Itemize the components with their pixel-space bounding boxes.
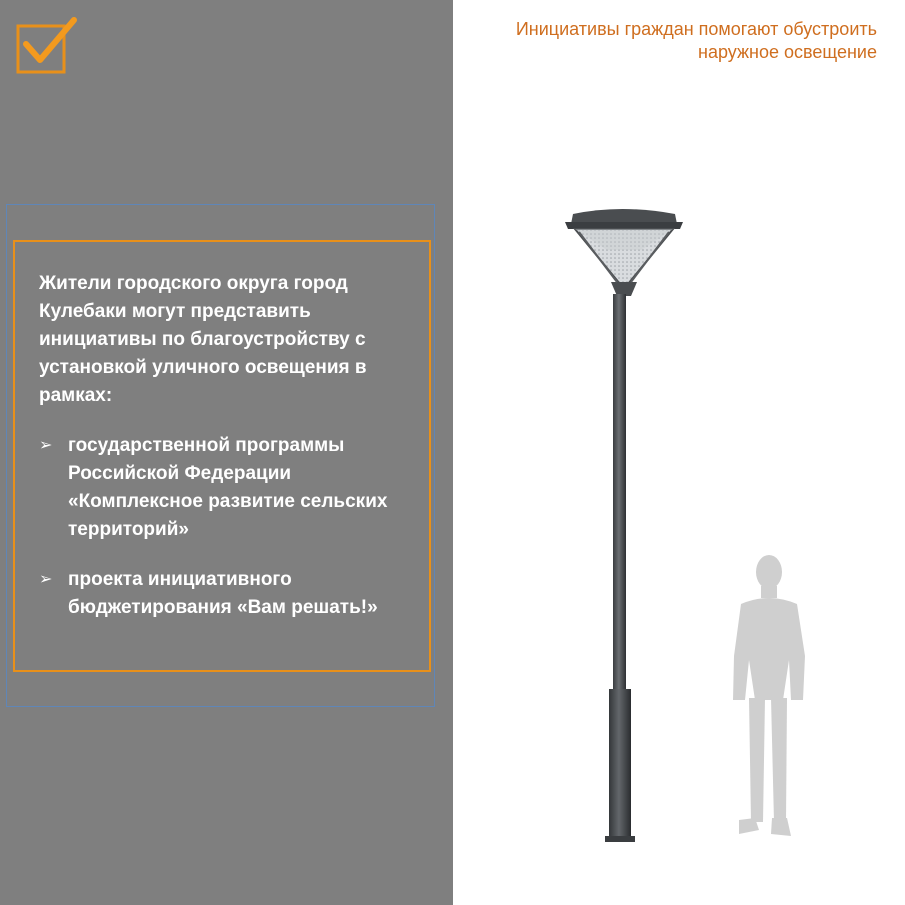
checkmark-icon xyxy=(14,16,78,76)
bullet-item xyxy=(39,566,424,622)
bullet-item xyxy=(39,432,424,544)
info-text-block xyxy=(39,270,424,644)
illustration xyxy=(453,0,905,905)
intro-text: Жители городского округа город Кулебаки могут представить инициативы по благоустройству с установкой уличного освещения в рамках: xyxy=(39,273,367,406)
street-lamp-icon xyxy=(565,209,683,842)
title-line-2: наружное освещение xyxy=(698,42,877,62)
arrow-bullet-icon: ➢ xyxy=(39,571,53,588)
person-silhouette-icon xyxy=(733,555,805,836)
bullet-text: проекта инициативного бюджетирования «Вам решать!» xyxy=(68,569,378,618)
bullet-text: государственной программы Российской Федерации «Комплексное развитие сельских территорий» xyxy=(68,435,388,540)
arrow-bullet-icon: ➢ xyxy=(39,437,53,454)
title-line-1: Инициативы граждан помогают обустроить xyxy=(515,19,877,39)
